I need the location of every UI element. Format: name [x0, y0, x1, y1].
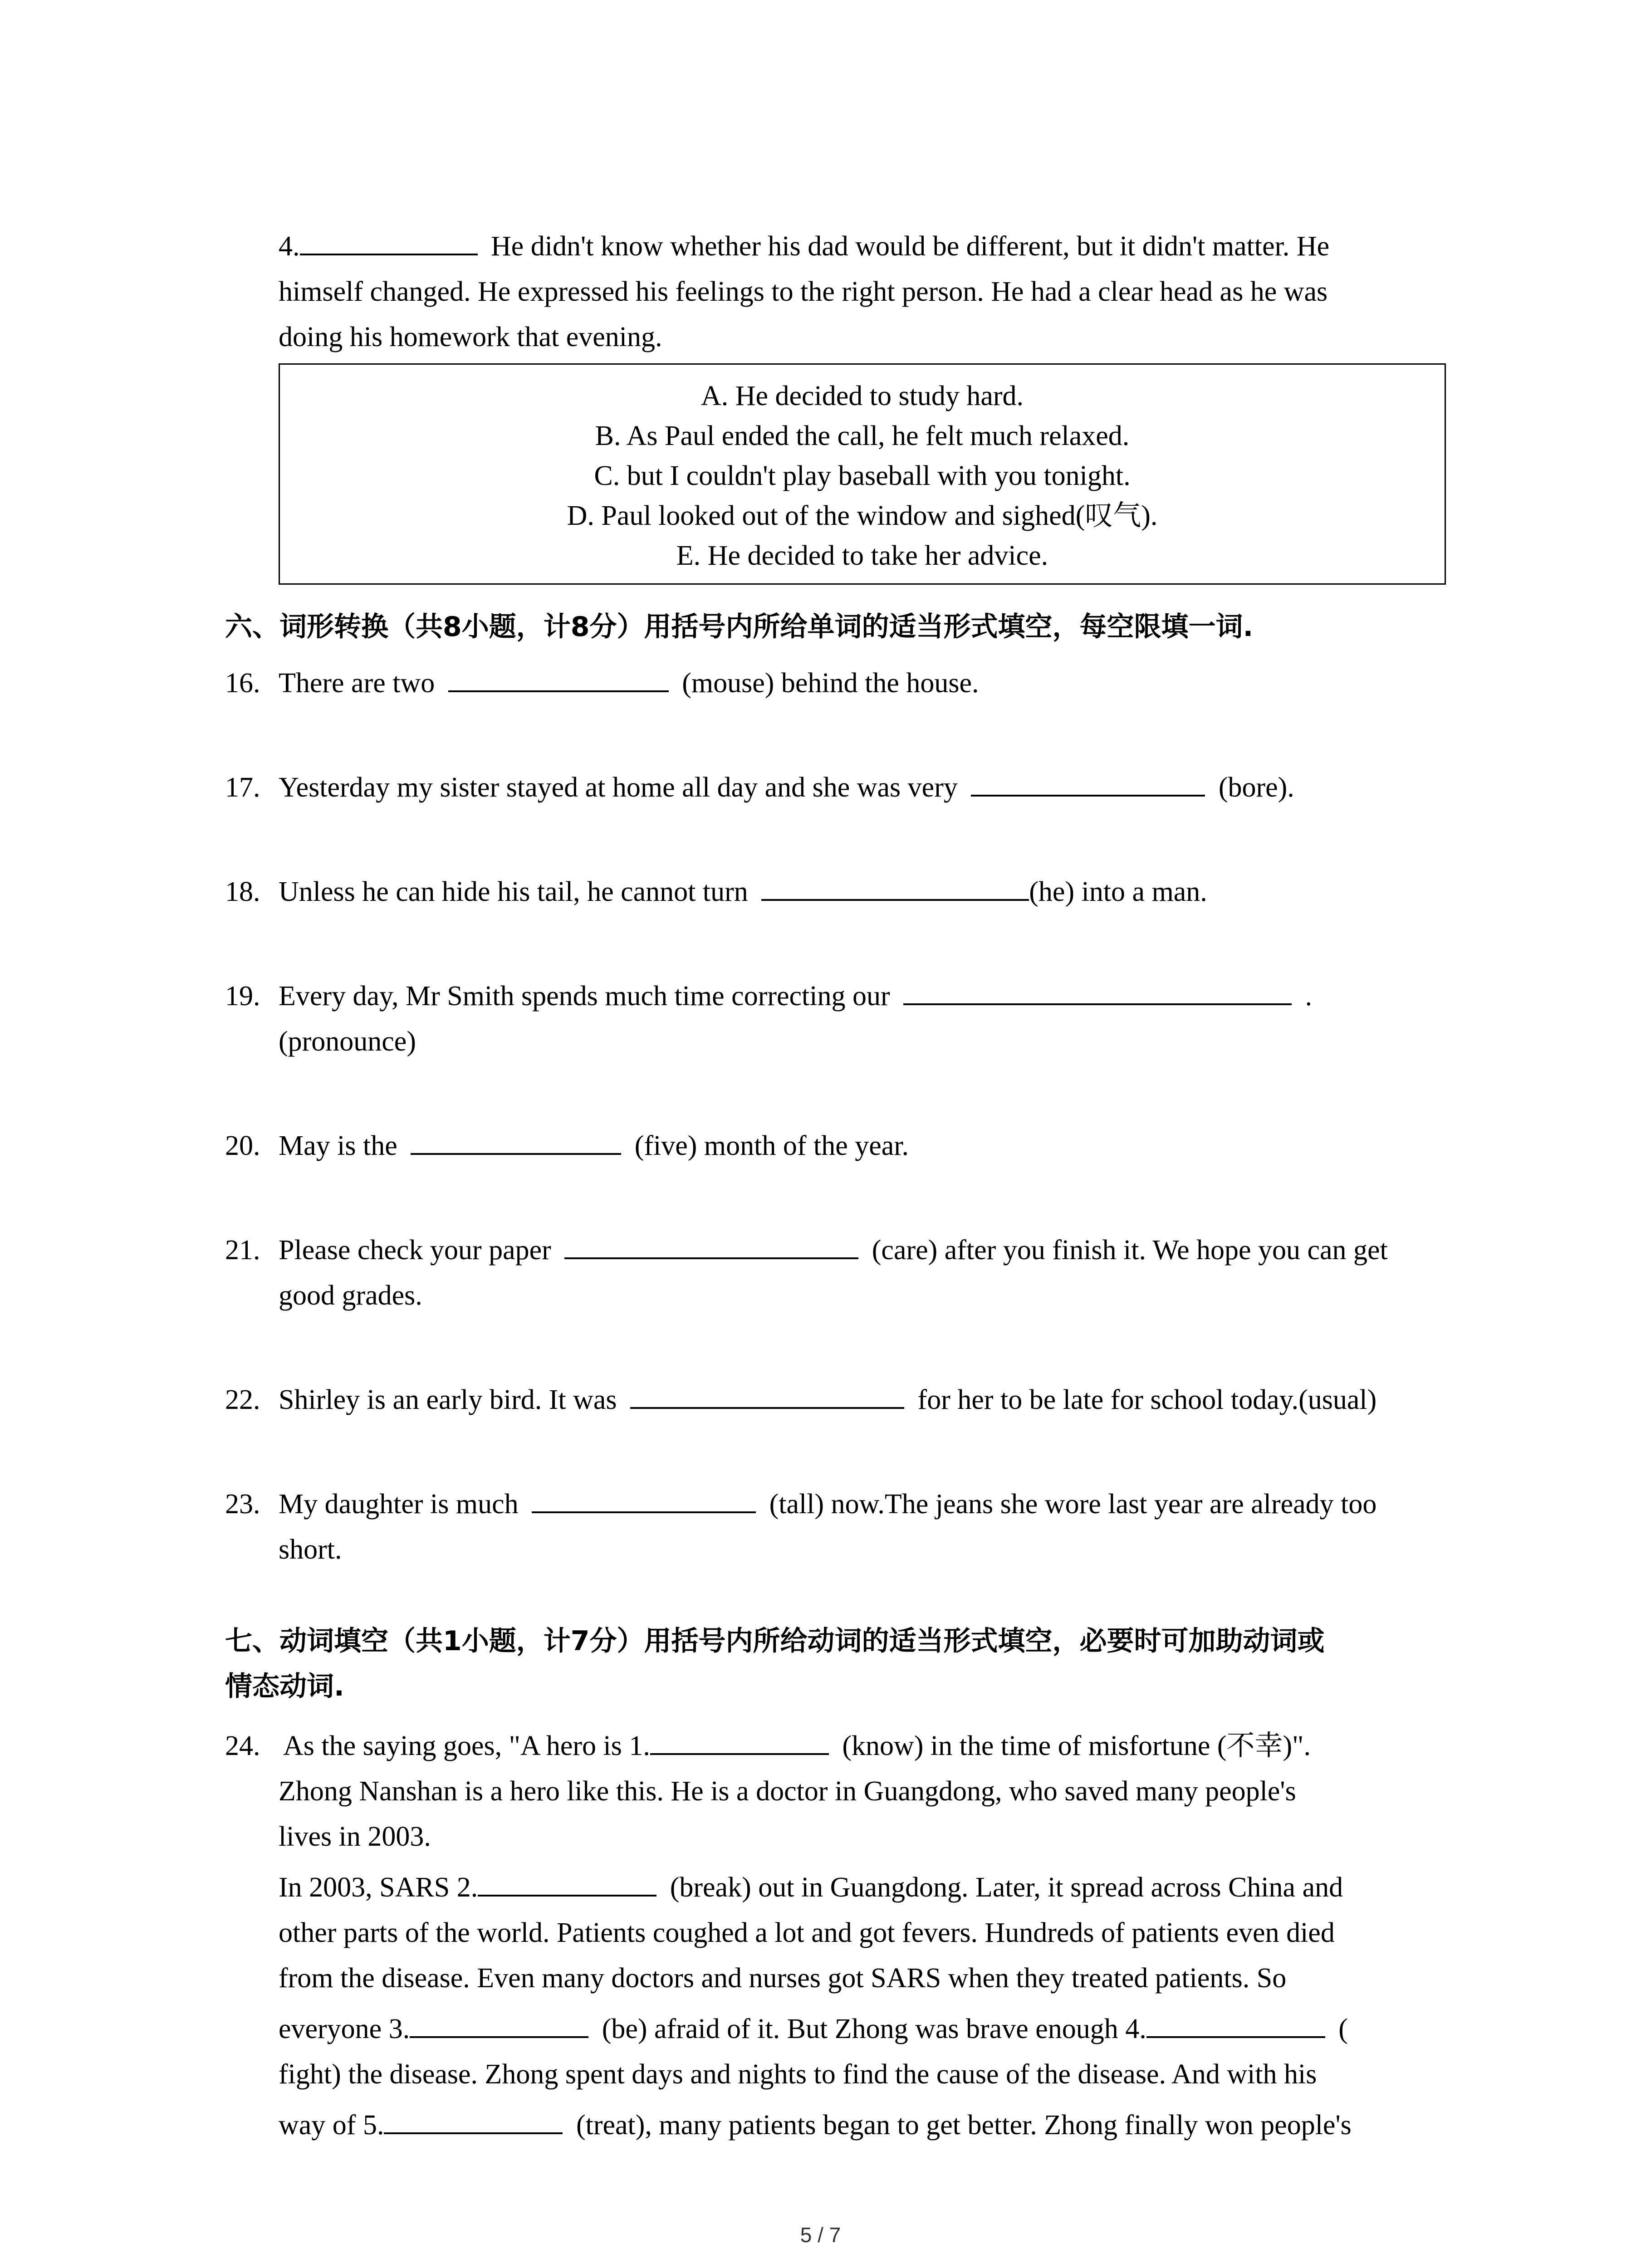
page-number: 5 / 7 — [800, 2223, 841, 2247]
q24-l9-before: way of 5. — [279, 2110, 384, 2141]
q16-blank[interactable] — [448, 690, 669, 692]
q20-text-after: (five) month of the year. — [634, 1130, 909, 1161]
q20-blank[interactable] — [411, 1153, 621, 1155]
section7-heading-line1: 七、动词填空（共1小题，计7分）用括号内所给动词的适当形式填空，必要时可加助动词或 — [225, 1625, 1325, 1657]
item4-line2: himself changed. He expressed his feelings to the right person. He had a clear head as he was — [279, 276, 1328, 307]
q21-text-after: (care) after you finish it. We hope you can get — [872, 1235, 1388, 1266]
q19-text-before: Every day, Mr Smith spends much time correcting our — [279, 981, 890, 1012]
item4-line3: doing his homework that evening. — [279, 322, 662, 352]
q19-line2: (pronounce) — [279, 1026, 416, 1057]
q19-number: 19. — [225, 981, 260, 1012]
item4-number: 4. — [279, 231, 300, 262]
item4-blank[interactable] — [300, 253, 478, 255]
q18-line — [279, 878, 1207, 906]
q18-text-after: (he) into a man. — [1029, 876, 1207, 907]
q18-text-before: Unless he can hide his tail, he cannot turn — [279, 876, 748, 907]
q19-text-after: . — [1305, 981, 1313, 1012]
q24-line4 — [279, 1873, 1343, 1901]
q21-blank[interactable] — [564, 1257, 858, 1259]
q24-blank-3[interactable] — [410, 2036, 588, 2038]
q24-line7 — [279, 2015, 1348, 2043]
q17-text-before: Yesterday my sister stayed at home all day and she was very — [279, 772, 958, 803]
q24-l7-after: ( — [1338, 2014, 1348, 2044]
q24-l1-after: (know) in the time of misfortune (不幸)". — [842, 1730, 1311, 1761]
q21-text-before: Please check your paper — [279, 1235, 551, 1266]
option-b: B. As Paul ended the call, he felt much relaxed. — [595, 420, 1130, 451]
q24-line5: other parts of the world. Patients coughed a lot and got fevers. Hundreds of patients even died — [279, 1917, 1335, 1948]
q24-line2: Zhong Nanshan is a hero like this. He is a doctor in Guangdong, who saved many people's — [279, 1776, 1296, 1807]
q24-l4-before: In 2003, SARS 2. — [279, 1872, 478, 1903]
q24-line3: lives in 2003. — [279, 1821, 431, 1852]
q20-text-before: May is the — [279, 1130, 397, 1161]
q23-text-after: (tall) now.The jeans she wore last year are already too — [769, 1489, 1377, 1520]
option-a: A. He decided to study hard. — [700, 381, 1024, 411]
q16-text-after: (mouse) behind the house. — [682, 668, 979, 699]
item4-text: He didn't know whether his dad would be different, but it didn't matter. He — [491, 231, 1330, 262]
q24-blank-5[interactable] — [384, 2132, 563, 2134]
q22-text-before: Shirley is an early bird. It was — [279, 1384, 617, 1415]
q24-line9 — [279, 2111, 1352, 2139]
q24-l9-after: (treat), many patients began to get better. Zhong finally won people's — [576, 2110, 1352, 2141]
q19-blank[interactable] — [903, 1003, 1292, 1005]
q17-text-after: (bore). — [1218, 772, 1294, 803]
q24-l1-before: As the saying goes, "A hero is 1. — [283, 1730, 650, 1761]
q24-blank-4[interactable] — [1146, 2036, 1325, 2038]
q22-line — [279, 1386, 1376, 1414]
option-d: D. Paul looked out of the window and sighed(叹气). — [567, 500, 1158, 531]
q21-line — [279, 1236, 1388, 1264]
option-e: E. He decided to take her advice. — [676, 540, 1048, 571]
q24-line6: from the disease. Even many doctors and nurses got SARS when they treated patients. So — [279, 1963, 1287, 1994]
item4-line1 — [279, 232, 1329, 260]
q21-line2: good grades. — [279, 1280, 422, 1311]
option-c: C. but I couldn't play baseball with you tonight. — [594, 460, 1131, 491]
q24-blank-1[interactable] — [650, 1753, 829, 1755]
q23-line2: short. — [279, 1534, 342, 1565]
q17-number: 17. — [225, 772, 260, 803]
q23-number: 23. — [225, 1489, 260, 1520]
q24-l7-mid: (be) afraid of it. But Zhong was brave enough 4. — [602, 2014, 1146, 2044]
q18-number: 18. — [225, 876, 260, 907]
q19-line — [279, 982, 1312, 1010]
q24-number: 24. — [225, 1730, 260, 1761]
q24-line1 — [283, 1732, 1311, 1760]
options-box — [279, 363, 1446, 585]
q17-line — [279, 773, 1294, 802]
q20-line — [279, 1132, 909, 1160]
q24-line8: fight) the disease. Zhong spent days and nights to find the cause of the disease. And with his — [279, 2059, 1317, 2090]
q22-text-after: for her to be late for school today.(usual) — [917, 1384, 1377, 1415]
q16-number: 16. — [225, 668, 260, 699]
q23-blank[interactable] — [532, 1511, 756, 1513]
q20-number: 20. — [225, 1130, 260, 1161]
q24-l4-after: (break) out in Guangdong. Later, it spread across China and — [670, 1872, 1343, 1903]
q23-text-before: My daughter is much — [279, 1489, 519, 1520]
q22-number: 22. — [225, 1384, 260, 1415]
q17-blank[interactable] — [971, 794, 1205, 797]
q16-text-before: There are two — [279, 668, 435, 699]
section6-heading: 六、词形转换（共8小题，计8分）用括号内所给单词的适当形式填空，每空限填一词. — [225, 611, 1254, 643]
section7-heading-line2: 情态动词. — [225, 1671, 344, 1702]
q24-blank-2[interactable] — [478, 1894, 656, 1897]
q23-line — [279, 1490, 1376, 1518]
q22-blank[interactable] — [630, 1407, 904, 1409]
q16-line — [279, 669, 979, 697]
q21-number: 21. — [225, 1235, 260, 1266]
q24-l7-before: everyone 3. — [279, 2014, 410, 2044]
q18-blank[interactable] — [761, 899, 1029, 901]
